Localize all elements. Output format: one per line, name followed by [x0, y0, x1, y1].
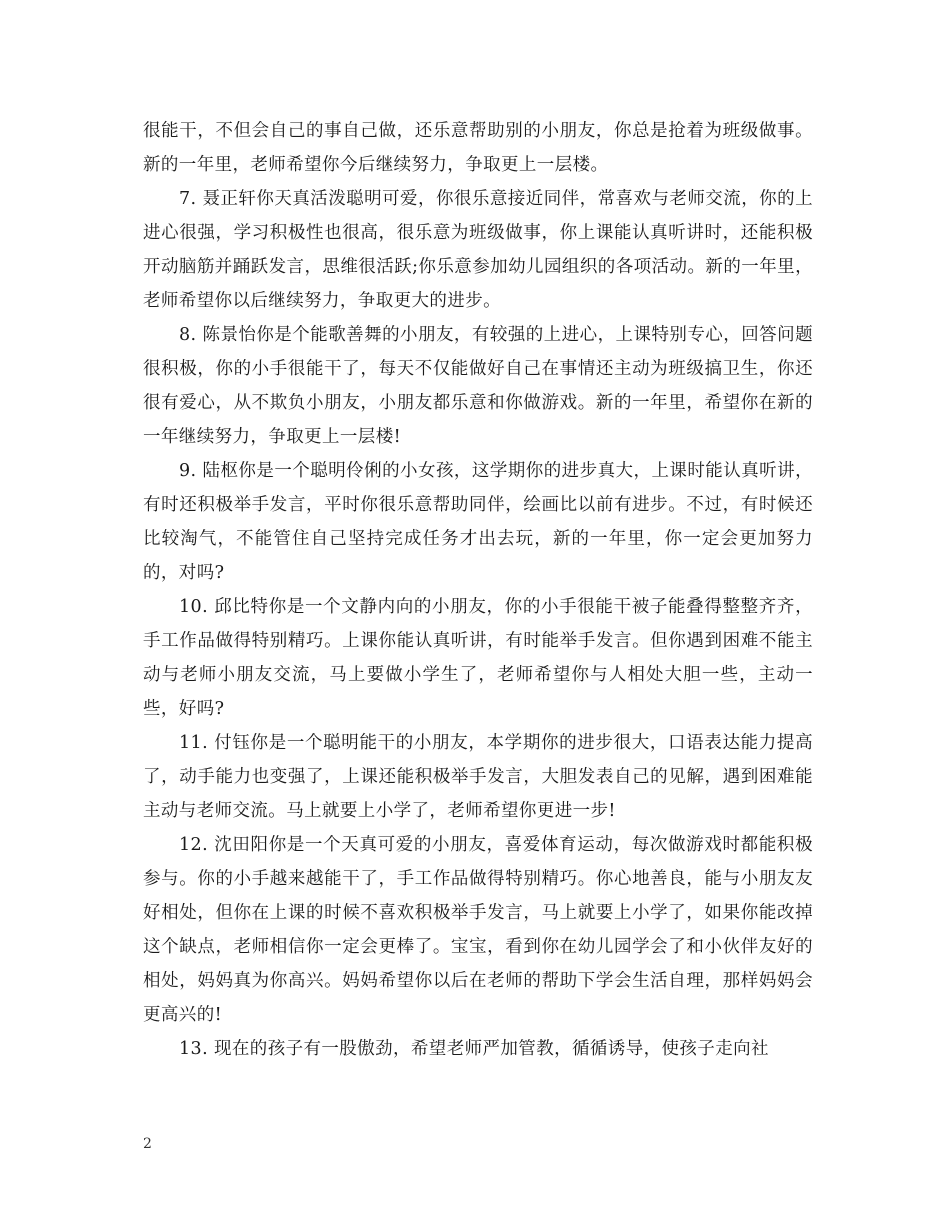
paragraph-item-11: 11. 付钰你是一个聪明能干的小朋友，本学期你的进步很大，口语表达能力提高了，动手能力也变强了，上课还能积极举手发言，大胆发表自己的见解，遇到困难能主动与老师交流。马上就要上小学了，老师希望你更进一步! — [143, 733, 813, 821]
page-number: 2 — [143, 1136, 152, 1152]
paragraph-item-7: 7. 聂正轩你天真活泼聪明可爱，你很乐意接近同伴，常喜欢与老师交流，你的上进心很强，学习积极性也很高，很乐意为班级做事，你上课能认真听讲时，还能积极开动脑筋并踊跃发言，思维很活跃;你乐意参加幼儿园组织的各项活动。新的一年里，老师希望你以后继续努力，争取更大的进步。 — [143, 189, 813, 311]
paragraph-item-8: 8. 陈景怡你是个能歌善舞的小朋友，有较强的上进心，上课特别专心，回答问题很积极，你的小手很能干了，每天不仅能做好自己在事情还主动为班级搞卫生，你还很有爱心，从不欺负小朋友，小朋友都乐意和你做游戏。新的一年里，希望你在新的一年继续努力，争取更上一层楼! — [143, 325, 813, 447]
paragraph-item-13: 13. 现在的孩子有一股傲劲，希望老师严加管教，循循诱导，使孩子走向社 — [179, 1039, 769, 1059]
paragraph-item-10: 10. 邱比特你是一个文静内向的小朋友，你的小手很能干被子能叠得整整齐齐，手工作品做得特别精巧。上课你能认真听讲，有时能举手发言。但你遇到困难不能主动与老师小朋友交流，马上要做小学生了，老师希望你与人相处大胆一些，主动一些，好吗? — [143, 597, 813, 719]
document-body — [143, 114, 813, 1066]
paragraph-continuation: 很能干，不但会自己的事自己做，还乐意帮助别的小朋友，你总是抢着为班级做事。新的一年里，老师希望你今后继续努力，争取更上一层楼。 — [143, 121, 813, 175]
paragraph-item-12: 12. 沈田阳你是一个天真可爱的小朋友，喜爱体育运动，每次做游戏时都能积极参与。你的小手越来越能干了，手工作品做得特别精巧。你心地善良，能与小朋友友好相处，但你在上课的时候不喜欢积极举手发言，马上就要上小学了，如果你能改掉这个缺点，老师相信你一定会更棒了。宝宝，看到你在幼儿园学会了和小伙伴友好的相处，妈妈真为你高兴。妈妈希望你以后在老师的帮助下学会生活自理，那样妈妈会更高兴的! — [143, 835, 813, 1025]
paragraph-item-9: 9. 陆枢你是一个聪明伶俐的小女孩，这学期你的进步真大，上课时能认真听讲，有时还积极举手发言，平时你很乐意帮助同伴，绘画比以前有进步。不过，有时候还比较淘气，不能管住自己坚持完成任务才出去玩，新的一年里，你一定会更加努力的，对吗? — [143, 461, 813, 583]
